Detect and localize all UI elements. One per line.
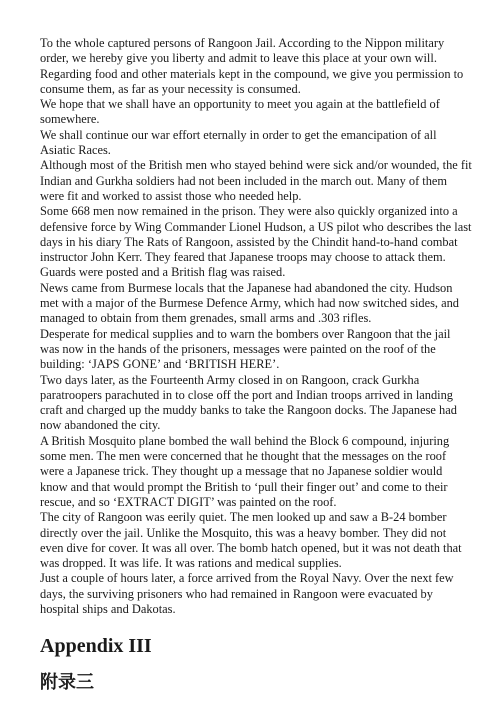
paragraph: Two days later, as the Fourteenth Army closed in on Rangoon, crack Gurkha paratroopers parachuted in to close off the port and Indian troops arrived in landing craft and charged up the muddy banks to take the Rangoon docks. The Japanese had now abandoned the city. (40, 372, 457, 433)
paragraph: Although most of the British men who stayed behind were sick and/or wounded, the fit Indian and Gurkha soldiers had not been included in the march out. Many of them were fit and worked to assist those who needed help. (40, 158, 472, 203)
appendix-heading: Appendix III (40, 635, 152, 658)
paragraph: The city of Rangoon was eerily quiet. The men looked up and saw a B-24 bomber directly over the jail. Unlike the Mosquito, this was a heavy bomber. They did not even dive for cover. It was all over. The bomb hatch opened, but it was not death that was dropped. It was life. It was rations and medical supplies. (40, 510, 462, 571)
paragraph: Desperate for medical supplies and to warn the bombers over Rangoon that the jail was now in the hands of the prisoners, messages were painted on the roof of the building: ‘JAPS GONE’ and ‘BRITISH HERE’. (40, 326, 451, 372)
paragraph: To the whole captured persons of Rangoon Jail. According to the Nippon military order, we hereby give you liberty and admit to leave this place at your own will. Regarding food and other materials kept in the compound, we give you permission to consume them, as far as your necessity is consumed. (40, 36, 464, 96)
paragraph: We hope that we shall have an opportunity to meet you again at the battlefield of somewhere. (40, 97, 440, 127)
paragraph: News came from Burmese locals that the Japanese had abandoned the city. Hudson met with a major of the Burmese Defence Army, which had now switched sides, and managed to obtain from them grenades, small arms and .303 rifles. (40, 280, 459, 326)
document-page (40, 36, 472, 695)
paragraph: Just a couple of hours later, a force arrived from the Royal Navy. Over the next few days, the surviving prisoners who had remained in Rangoon were evacuated by hospital ships and Dakotas. (40, 571, 454, 616)
paragraph: Some 668 men now remained in the prison. They were also quickly organized into a defensive force by Wing Commander Lionel Hudson, a US pilot who describes the last days in his diary The Rats of Rangoon, assisted by the Chindit hand-to-hand combat instructor John Kerr. They feared that Japanese troops may choose to attack them. Guards were posted and a British flag was raised. (40, 204, 472, 280)
paragraph: A British Mosquito plane bombed the wall behind the Block 6 compound, injuring some men. The men were concerned that he thought that the messages on the roof were a Japanese trick. They thought up a message that no Japanese soldier would know and that would prompt the British to ‘pull their finger out’ and come to their rescue, and so ‘EXTRACT DIGIT’ was painted on the roof. (40, 433, 450, 509)
paragraph: We shall continue our war effort eternally in order to get the emancipation of all Asiatic Races. (40, 127, 437, 158)
appendix-heading-chinese: 附录三 (40, 672, 94, 694)
